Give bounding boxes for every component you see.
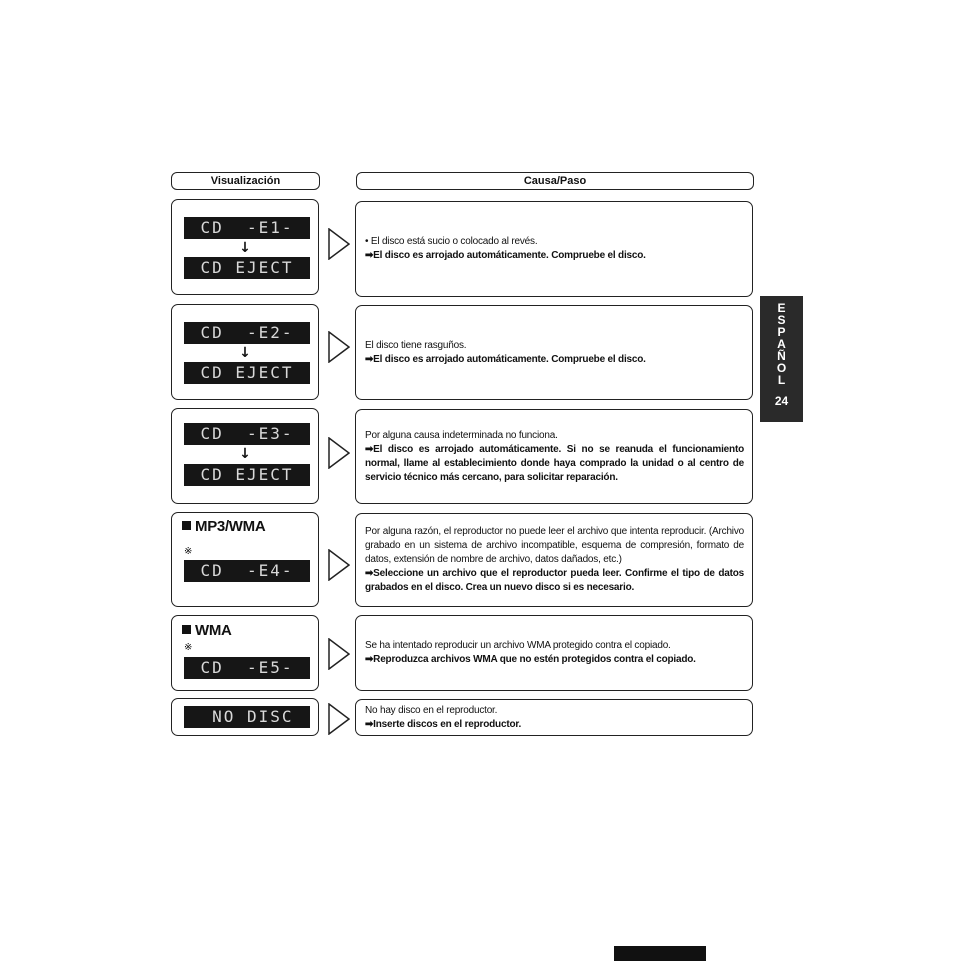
cause-text: Por alguna causa indeterminada no funciona. — [365, 429, 558, 441]
remedy-text: ➡El disco es arrojado automáticamente. Si no se reanuda el funcionamiento normal, llame al establecimiento donde haya comprado la unidad o al centro de servicio técnico más cercano, para solicitar reparación. — [365, 443, 744, 483]
pointer-triangle-icon — [328, 331, 350, 363]
cause-text: • El disco está sucio o colocado al revés. — [365, 236, 538, 247]
remedy-text: ➡Reproduzca archivos WMA que no estén protegidos contra el copiado. — [365, 654, 696, 665]
language-letter: L — [777, 373, 786, 387]
lcd-display: CD EJECT — [184, 362, 310, 384]
language-letter: O — [776, 361, 787, 375]
cause-box-e3 — [355, 409, 753, 504]
display-box-e4 — [171, 512, 319, 607]
lcd-display: CD -E4- — [184, 560, 310, 582]
display-column-header: Visualización — [171, 172, 320, 190]
lcd-display: CD -E1- — [184, 217, 310, 239]
cause-column-header: Causa/Paso — [356, 172, 754, 190]
lcd-display: CD -E3- — [184, 423, 310, 445]
pointer-triangle-icon — [328, 549, 350, 581]
reference-mark: ※ — [184, 642, 193, 653]
format-tag-label: WMA — [195, 622, 232, 639]
display-box-e1 — [171, 199, 319, 295]
arrow-down-icon: ↓ — [239, 345, 251, 361]
lcd-display: CD -E5- — [184, 657, 310, 679]
remedy-text: ➡Seleccione un archivo que el reproductor pueda leer. Confirme el tipo de datos grabados en el disco. Crea un nuevo disco si es necesario. — [365, 568, 744, 593]
cause-text: El disco tiene rasguños. — [365, 339, 467, 351]
lcd-display: CD EJECT — [184, 464, 310, 486]
display-box-no-disc — [171, 698, 319, 736]
page-number: 24 — [774, 394, 789, 408]
cause-text: Se ha intentado reproducir un archivo WMA protegido contra el copiado. — [365, 640, 671, 651]
remedy-text: ➡El disco es arrojado automáticamente. Compruebe el disco. — [365, 353, 646, 365]
pointer-triangle-icon — [328, 638, 350, 670]
display-box-e3 — [171, 408, 319, 504]
format-tag — [182, 518, 265, 535]
reference-mark: ※ — [184, 546, 193, 557]
language-letter: P — [777, 325, 786, 339]
format-tag-label: MP3/WMA — [195, 518, 266, 535]
cause-text: No hay disco en el reproductor. — [365, 704, 498, 716]
pointer-triangle-icon — [328, 437, 350, 469]
cause-box-e2 — [355, 305, 753, 400]
language-letter: S — [777, 313, 786, 327]
cause-box-no-disc — [355, 699, 753, 736]
language-label — [760, 296, 803, 386]
language-side-tab — [760, 296, 803, 422]
language-letter: E — [777, 301, 786, 315]
lcd-display: CD -E2- — [184, 322, 310, 344]
arrow-down-icon: ↓ — [239, 240, 251, 256]
display-box-e5 — [171, 615, 319, 691]
cause-box-e1 — [355, 201, 753, 297]
language-letter: A — [777, 337, 786, 351]
remedy-text: ➡Inserte discos en el reproductor. — [365, 718, 522, 730]
cause-box-e5 — [355, 615, 753, 691]
square-bullet-icon — [182, 625, 191, 634]
footer-black-bar — [614, 946, 706, 961]
lcd-display: NO DISC — [184, 706, 310, 728]
language-letter: Ñ — [777, 349, 786, 363]
format-tag — [182, 622, 232, 639]
pointer-triangle-icon — [328, 228, 350, 260]
display-box-e2 — [171, 304, 319, 400]
cause-text: Por alguna razón, el reproductor no puede leer el archivo que intenta reproducir. (Archivo grabado en un sistema de archivo incompatible, esquema de compresión, formato de datos, extensión de nombre de archivo, datos dañados, etc.) — [365, 526, 744, 565]
square-bullet-icon — [182, 521, 191, 530]
cause-box-e4 — [355, 513, 753, 607]
lcd-display: CD EJECT — [184, 257, 310, 279]
arrow-down-icon: ↓ — [239, 446, 251, 462]
pointer-triangle-icon — [328, 703, 350, 735]
remedy-text: ➡El disco es arrojado automáticamente. Compruebe el disco. — [365, 250, 646, 261]
